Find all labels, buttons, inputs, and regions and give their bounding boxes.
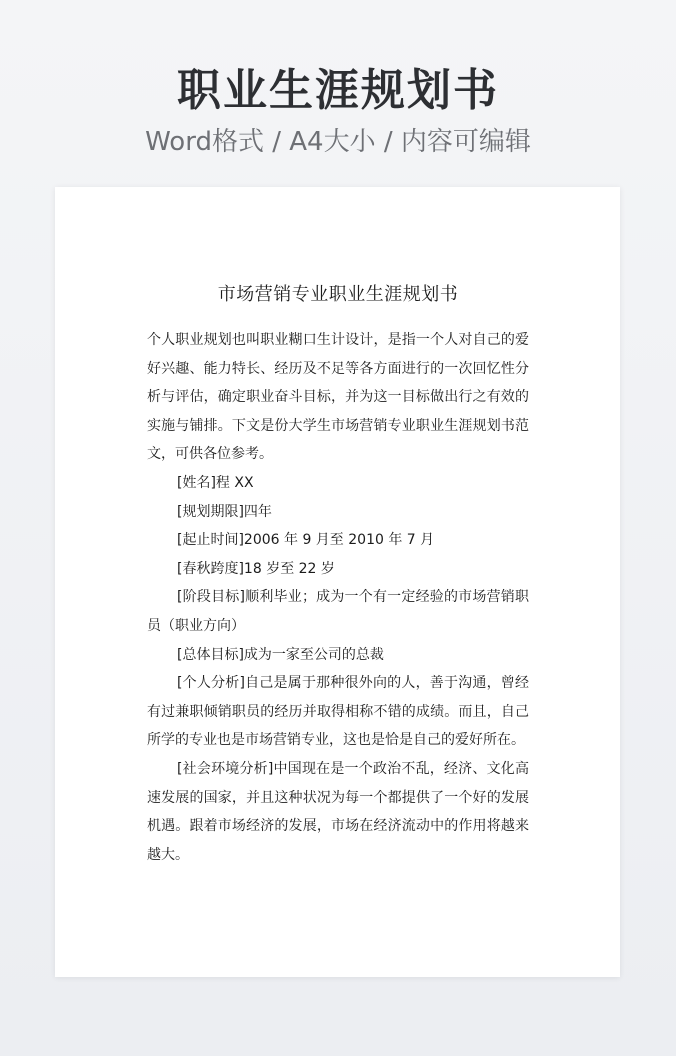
document-page (55, 187, 620, 977)
field-social-environment-analysis: [社会环境分析]中国现在是一个政治不乱，经济、文化高速发展的国家，并且这种状况为每一个都提供了一个好的发展机遇。跟着市场经济的发展，市场在经济流动中的作用将越来越大。 (147, 760, 529, 863)
field-overall-goal: [总体目标]成为一家至公司的总裁 (177, 646, 384, 663)
page-header (0, 62, 676, 158)
document-body (147, 279, 529, 869)
field-personal-analysis: [个人分析]自己是属于那种很外向的人，善于沟通，曾经有过兼职倾销职员的经历并取得相称不错的成绩。而且，自己所学的专业也是市场营销专业，这也是恰是自己的爱好所在。 (147, 675, 529, 749)
field-age-span: [春秋跨度]18 岁至 22 岁 (177, 560, 335, 577)
intro-paragraph: 个人职业规划也叫职业糊口生计设计，是指一个人对自己的爱好兴趣、能力特长、经历及不足等各方面进行的一次回忆性分析与评估，确定职业奋斗目标，并为这一目标做出行之有效的实施与铺排。下文是份大学生市场营销专业职业生涯规划书范文，可供各位参考。 (147, 332, 529, 463)
subtitle: Word格式 / A4大小 / 内容可编辑 (145, 127, 531, 157)
field-plan-period: [规划期限]四年 (177, 503, 272, 520)
document-title: 市场营销专业职业生涯规划书 (217, 284, 459, 305)
field-stage-goal: [阶段目标]顺利毕业；成为一个有一定经验的市场营销职员（职业方向） (147, 589, 529, 634)
field-start-end-time: [起止时间]2006 年 9 月至 2010 年 7 月 (177, 532, 435, 549)
main-title: 职业生涯规划书 (177, 65, 499, 116)
field-name: [姓名]程 XX (177, 474, 254, 491)
